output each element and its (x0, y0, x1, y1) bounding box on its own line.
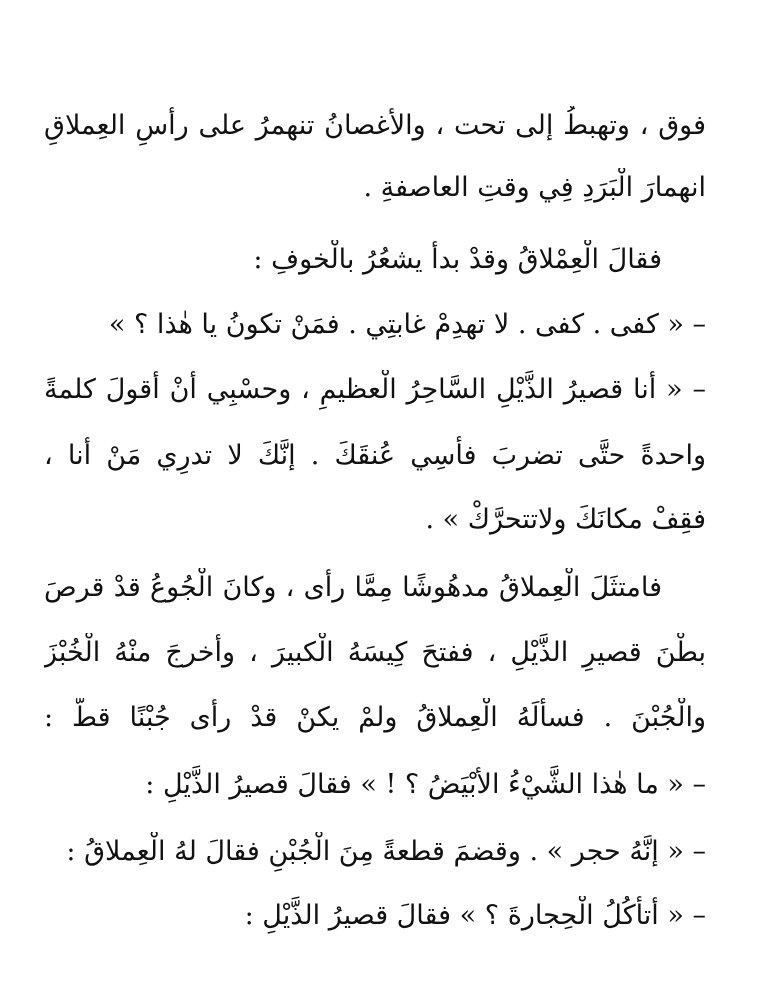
text-line-2: انهمارَ الْبَرَدِ فِي وقتِ العاصفةِ . (363, 172, 706, 203)
text-line-1: فوق ، وتهبطُ إلى تحت ، والأغصانُ تنهمرُ على رأسِ العِملاقِ (44, 110, 706, 141)
text-line-12: – « إنَّهُ حجر » . وقضمَ قطعةً مِنَ الْجُبْنِ فقالَ لهُ الْعِملاقُ : (66, 836, 706, 867)
text-line-3: فقالَ الْعِمْلاقُ وقدْ بدأَ يشعُرُ بالْخوفِ : (253, 244, 662, 275)
text-line-6: واحدةً حتَّى تضربَ فأسِي عُنقَكَ . إنَّكَ لا تدرِي مَنْ أنا ، (44, 440, 706, 471)
text-line-10: والْجُبْنَ . فسألَهُ الْعِملاقُ ولمْ يكنْ قدْ رأى جُبْنًا قطّ : (44, 702, 706, 733)
text-line-7: فقِفْ مكانَكَ ولاتتحرَّكْ » . (425, 504, 706, 535)
text-line-11: – « ما هٰذا الشَّيْءُ الأبْيَضُ ؟ ! » فقالَ قصيرُ الذَّيْلِ : (145, 769, 706, 800)
text-line-4: – « كفى . كفى . لا تهدِمْ غابتِي . فمَنْ تكونُ يا هٰذا ؟ » (108, 309, 706, 340)
text-line-13: – « أتأكُلُ الْحِجارةَ ؟ » فقالَ قصيرُ الذَّيْلِ : (244, 900, 706, 931)
text-line-5: – « أنا قصيرُ الذَّيْلِ السَّاحِرُ الْعظيمِ ، وحسْبِي أنْ أقولَ كلمةً (44, 374, 706, 405)
text-line-9: بطْنَ قصيرِ الذَّيْلِ ، ففتحَ كِيسَهُ الْكبيرَ ، وأخرجَ منْهُ الْخُبْزَ (44, 637, 706, 668)
text-line-8: فامتثَلَ الْعِملاقُ مدهُوشًا مِمَّا رأى ، وكانَ الْجُوعُ قدْ قرصَ (44, 572, 662, 603)
